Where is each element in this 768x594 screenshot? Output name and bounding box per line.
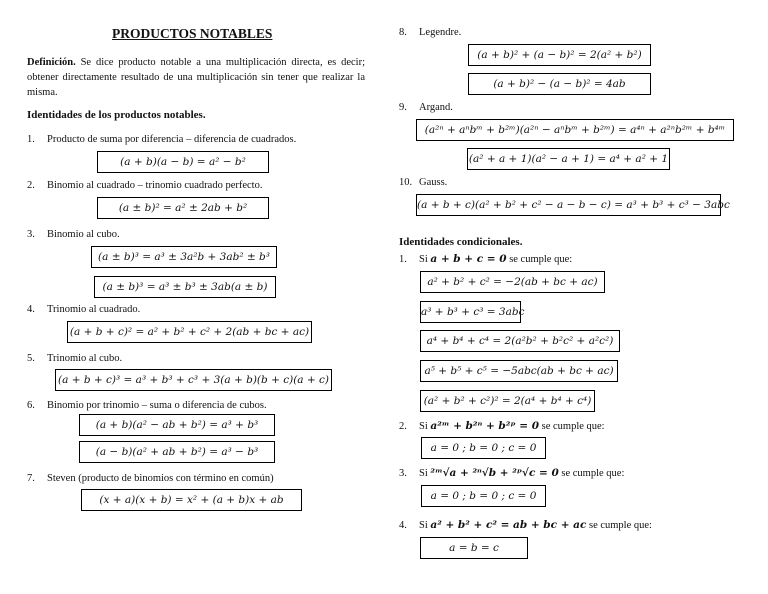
item-2: 2. Binomio al cuadrado – trinomio cuadrado perfecto. [27, 180, 263, 191]
definition-paragraph [27, 55, 365, 100]
formula-box: (a ± b)³ = a³ ± 3a²b + 3ab² ± b³ [91, 246, 277, 268]
formula-box: a³ + b³ + c³ = 3abc [420, 301, 521, 323]
formula-box: (a ± b)³ = a³ ± b³ ± 3ab(a ± b) [94, 276, 276, 298]
identities-heading: Identidades de los productos notables. [27, 109, 206, 121]
item-6: 6. Binomio por trinomio – suma o diferencia de cubos. [27, 400, 267, 411]
formula-box: a = 0 ; b = 0 ; c = 0 [421, 485, 546, 507]
formula-box: (a + b + c)³ = a³ + b³ + c³ + 3(a + b)(b + c)(a + c) [55, 369, 332, 391]
item-9: 9. Argand. [399, 102, 453, 113]
formula-box: (a² + b² + c²)² = 2(a⁴ + b⁴ + c⁴) [420, 390, 595, 412]
formula-box: (a + b)(a − b) = a² − b² [97, 151, 269, 173]
formula-box: (a ± b)² = a² ± 2ab + b² [97, 197, 269, 219]
formula-box: (a + b)(a² − ab + b²) = a³ + b³ [79, 414, 275, 436]
page-title: PRODUCTOS NOTABLES [112, 26, 273, 41]
conditional-item-3: 3. Si ²ᵐ√a + ²ⁿ√b + ²ᵖ√c = 0 se cumple que: [399, 467, 625, 479]
conditional-item-4: 4. Si a² + b² + c² = ab + bc + ac se cumple que: [399, 519, 652, 531]
definition-text: Se dice producto notable a una multiplicación directa, es decir; obtener directamente resultado de una multiplicación sin tener que realizar la misma. [27, 57, 365, 98]
formula-box: (x + a)(x + b) = x² + (a + b)x + ab [81, 489, 302, 511]
formula-box: (a − b)(a² + ab + b²) = a³ − b³ [79, 441, 275, 463]
conditional-heading: Identidades condicionales. [399, 236, 523, 248]
formula-box: a = b = c [420, 537, 528, 559]
formula-box: a⁴ + b⁴ + c⁴ = 2(a²b² + b²c² + a²c²) [420, 330, 620, 352]
formula-box: a² + b² + c² = −2(ab + bc + ac) [420, 271, 605, 293]
formula-box: (a + b + c)² = a² + b² + c² + 2(ab + bc + ac) [67, 321, 312, 343]
conditional-item-1: 1. Si a + b + c = 0 se cumple que: [399, 253, 573, 265]
item-3: 3. Binomio al cubo. [27, 229, 120, 240]
formula-box: (a²ⁿ + aⁿbᵐ + b²ᵐ)(a²ⁿ − aⁿbᵐ + b²ᵐ) = a⁴ⁿ + a²ⁿb²ᵐ + b⁴ᵐ [416, 119, 734, 141]
conditional-item-2: 2. Si a²ᵐ + b²ⁿ + b²ᵖ = 0 se cumple que: [399, 420, 605, 432]
definition-term: Definición. [27, 57, 76, 68]
formula-box: (a² + a + 1)(a² − a + 1) = a⁴ + a² + 1 [467, 148, 670, 170]
formula-box: a = 0 ; b = 0 ; c = 0 [421, 437, 546, 459]
formula-box: (a + b + c)(a² + b² + c² − a − b − c) = a³ + b³ + c³ − 3abc [416, 194, 721, 216]
item-5: 5. Trinomio al cubo. [27, 353, 123, 364]
item-8: 8. Legendre. [399, 27, 462, 38]
formula-box: (a + b)² + (a − b)² = 2(a² + b²) [468, 44, 651, 66]
formula-box: a⁵ + b⁵ + c⁵ = −5abc(ab + bc + ac) [420, 360, 618, 382]
item-1: 1. Producto de suma por diferencia – diferencia de cuadrados. [27, 134, 297, 145]
item-7: 7. Steven (producto de binomios con término en común) [27, 473, 274, 484]
item-4: 4. Trinomio al cuadrado. [27, 304, 141, 315]
item-10: 10. Gauss. [399, 177, 448, 188]
formula-box: (a + b)² − (a − b)² = 4ab [468, 73, 651, 95]
